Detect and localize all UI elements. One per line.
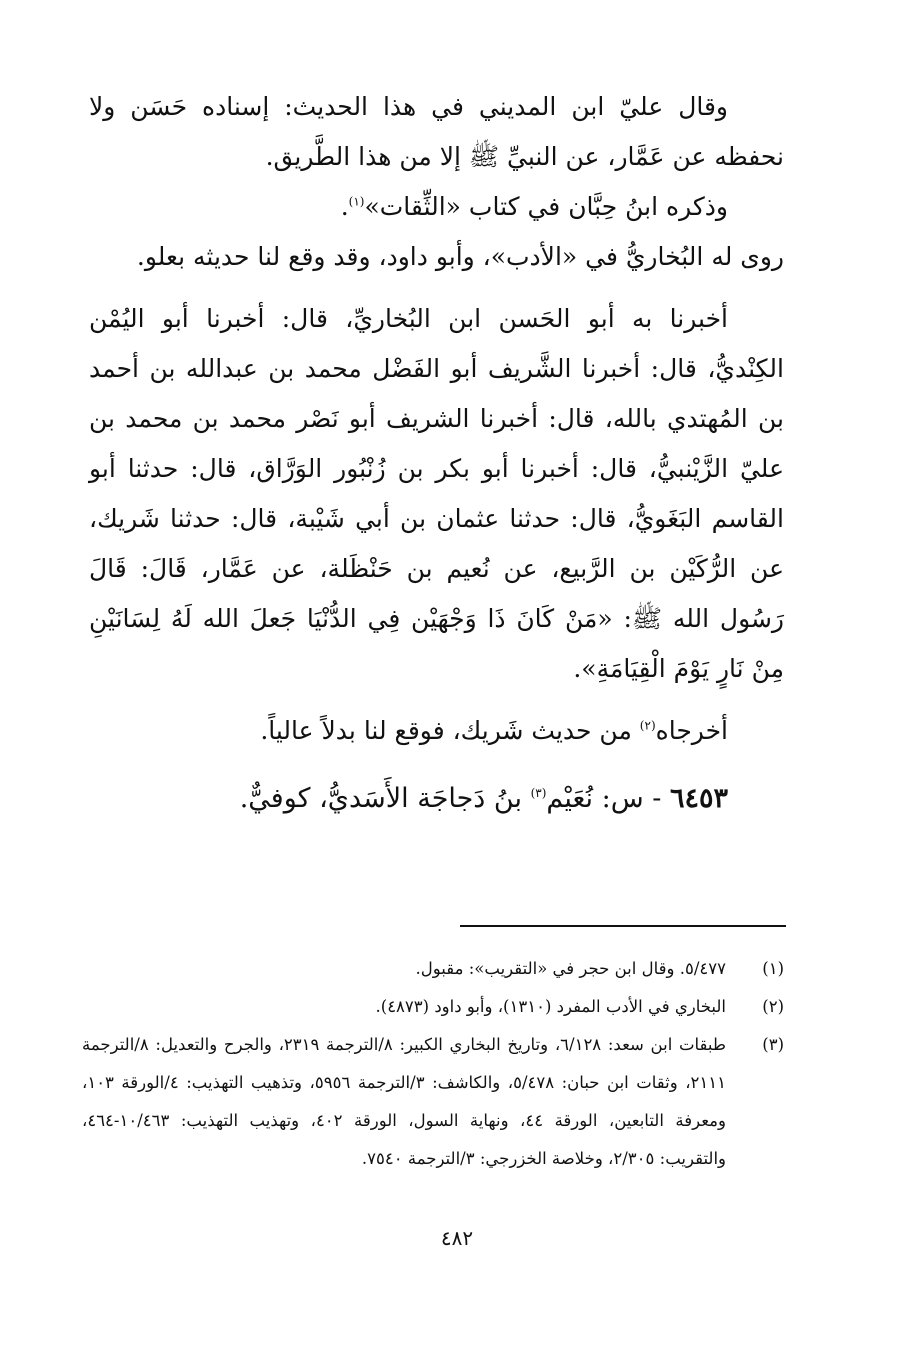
paragraph-ibn-hibban [89, 182, 784, 232]
footnote-text: طبقات ابن سعد: ٦/١٢٨، وتاريخ البخاري الكبير: ٨/الترجمة ٢٣١٩، والجرح والتعديل: ٨/الترجمة ٢١١١، وثقات ابن حبان: ٥/٤٧٨، والكاشف: ٣/الترجمة ٥٩٥٦، وتذهيب التهذيب: ٤/الورقة ١٠٣، ومعرفة التابعين، الورقة ٤٤، ونهاية السول، الورقة ٤٠٢، وتهذيب التهذيب: ١٠/٤٦٣-٤٦٤، والتقريب: ٢/٣٠٥، وخلاصة الخزرجي: ٣/الترجمة ٧٥٤٠. [82, 1035, 726, 1168]
footnote-separator [460, 925, 786, 927]
footnote-1 [82, 950, 784, 988]
footnotes [82, 950, 784, 1178]
footnote-ref-1: (١) [348, 194, 365, 209]
footnote-2 [82, 988, 784, 1026]
paragraph-ibn-madini: وقال عليّ ابن المديني في هذا الحديث: إسناده حَسَن ولا نحفظه عن عَمَّار، عن النبيِّ ﷺ إلا من هذا الطَّريق. [89, 92, 784, 171]
main-text [89, 82, 784, 824]
paragraph-rawa-lahu: روى له البُخاريُّ في «الأدب»، وأبو داود، وقد وقع لنا حديثه بعلو. [136, 242, 784, 271]
paragraph-isnad: أخبرنا به أبو الحَسن ابن البُخاريِّ، قال: أخبرنا أبو اليُمْن الكِنْديُّ، قال: أخبرنا الشَّريف أبو الفَضْل محمد بن عبدالله بن أحمد بن المُهتدي بالله، قال: أخبرنا الشريف أبو نَصْر محمد بن محمد بن عليّ الزَّيْنبيُّ، قال: أخبرنا أبو بكر بن زُنْبُور الوَرَّاق، قال: حدثنا أبو القاسم البَغَويُّ، قال: حدثنا عثمان بن أبي شَيْبة، قال: حدثنا شَريك، عن الرُّكَيْن بن الرَّبيع، عن نُعيم بن حَنْظَلة، عن عَمَّار، قَالَ: قَالَ رَسُول الله ﷺ: «مَنْ كَانَ ذَا وَجْهَيْن فِي الدُّنْيَا جَعلَ الله لَهُ لِسَانَيْنِ مِنْ نَارٍ يَوْمَ الْقِيَامَةِ». [89, 304, 784, 683]
ibn-hibban-end: . [340, 192, 349, 221]
footnote-ref-3: (٣) [530, 786, 547, 800]
akhrajah-rest: من حديث شَريك، فوقع لنا بدلاً عالياً. [260, 716, 640, 745]
entry-heading [89, 774, 784, 824]
entry-name: - س: نُعَيْم [546, 783, 670, 814]
page-number: ٤٨٢ [440, 1226, 474, 1250]
footnote-text: ٥/٤٧٧. وقال ابن حجر في «التقريب»: مقبول. [415, 959, 726, 978]
entry-description: بنُ دَجاجَة الأَسَديُّ، كوفيٌّ. [239, 783, 531, 814]
paragraph-akhrajah [89, 706, 784, 756]
footnote-marker: (٣) [762, 1035, 784, 1054]
footnote-text: البخاري في الأدب المفرد (١٣١٠)، وأبو داود (٤٨٧٣). [375, 997, 726, 1016]
footnote-3 [82, 1026, 784, 1178]
akhrajah-word: أخرجاه [655, 716, 728, 745]
entry-number: ٦٤٥٣ [669, 783, 728, 814]
footnote-marker: (٢) [762, 997, 784, 1016]
footnote-marker: (١) [762, 959, 784, 978]
footnote-ref-2: (٢) [639, 718, 656, 733]
ibn-hibban-text: وذكره ابنُ حِبَّان في كتاب «الثِّقات» [364, 192, 728, 221]
